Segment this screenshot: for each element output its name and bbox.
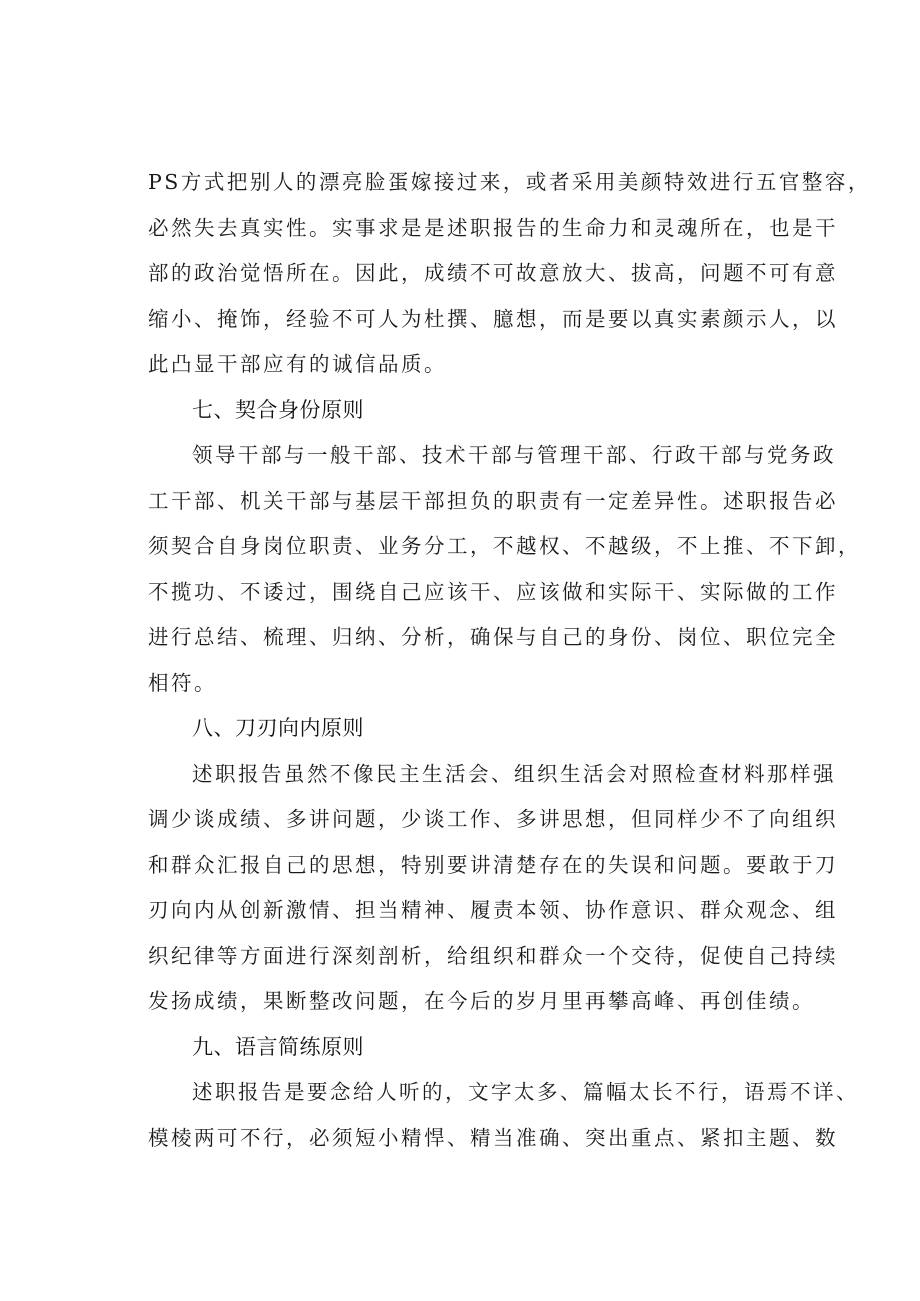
text-line: 须契合自身岗位职责、业务分工，不越权、不越级，不上推、不下卸，: [148, 534, 861, 558]
section-identity-principle: [148, 388, 861, 707]
text-line: 刃向内从创新激情、担当精神、履责本领、协作意识、群众观念、组: [148, 898, 838, 922]
text-line: 进行总结、梳理、归纳、分析，确保与自己的身份、岗位、职位完全: [148, 625, 838, 649]
text-line: 织纪律等方面进行深刻剖析，给组织和群众一个交待，促使自己持续: [148, 943, 838, 968]
document-body: [148, 160, 871, 1161]
text-line: 发扬成绩，果断整改问题，在今后的岁月里再攀高峰、再创佳绩。: [148, 989, 815, 1013]
text-line: 调少谈成绩、多讲问题，少谈工作、多讲思想，但同样少不了向组织: [148, 807, 838, 831]
text-line: 此凸显干部应有的诚信品质。: [148, 352, 447, 376]
text-line: PS方式把别人的漂亮脸蛋嫁接过来，或者采用美颜特效进行五官整容，: [148, 170, 871, 194]
section-self-criticism-principle: [148, 706, 838, 1025]
text-line: 模棱两可不行，必须短小精悍、精当准确、突出重点、紧扣主题、数: [148, 1125, 838, 1150]
text-line: 述职报告是要念给人听的，文字太多、篇幅太长不行，语焉不详、: [192, 1080, 859, 1104]
section-heading: 八、刀刃向内原则: [192, 716, 364, 740]
section-heading: 七、契合身份原则: [192, 397, 364, 422]
section-heading: 九、语言简练原则: [192, 1034, 364, 1059]
text-line: 相符。: [148, 670, 217, 695]
text-line: 不揽功、不诿过，围绕自己应该干、应该做和实际干、实际做的工作: [148, 579, 838, 604]
text-line: 领导干部与一般干部、技术干部与管理干部、行政干部与党务政: [192, 443, 836, 467]
text-line: 必然失去真实性。实事求是是述职报告的生命力和灵魂所在，也是干: [148, 215, 838, 240]
text-line: 和群众汇报自己的思想，特别要讲清楚存在的失误和问题。要敢于刀: [148, 852, 838, 877]
intro-paragraph: [148, 160, 871, 388]
text-line: 缩小、掩饰，经验不可人为杜撰、臆想，而是要以真实素颜示人，以: [148, 306, 838, 331]
text-line: 述职报告虽然不像民主生活会、组织生活会对照检查材料那样强: [192, 761, 836, 786]
section-concise-language-principle: [148, 1025, 859, 1162]
text-line: 部的政治觉悟所在。因此，成绩不可故意放大、拔高，问题不可有意: [148, 261, 838, 285]
text-line: 工干部、机关干部与基层干部担负的职责有一定差异性。述职报告必: [148, 488, 838, 513]
